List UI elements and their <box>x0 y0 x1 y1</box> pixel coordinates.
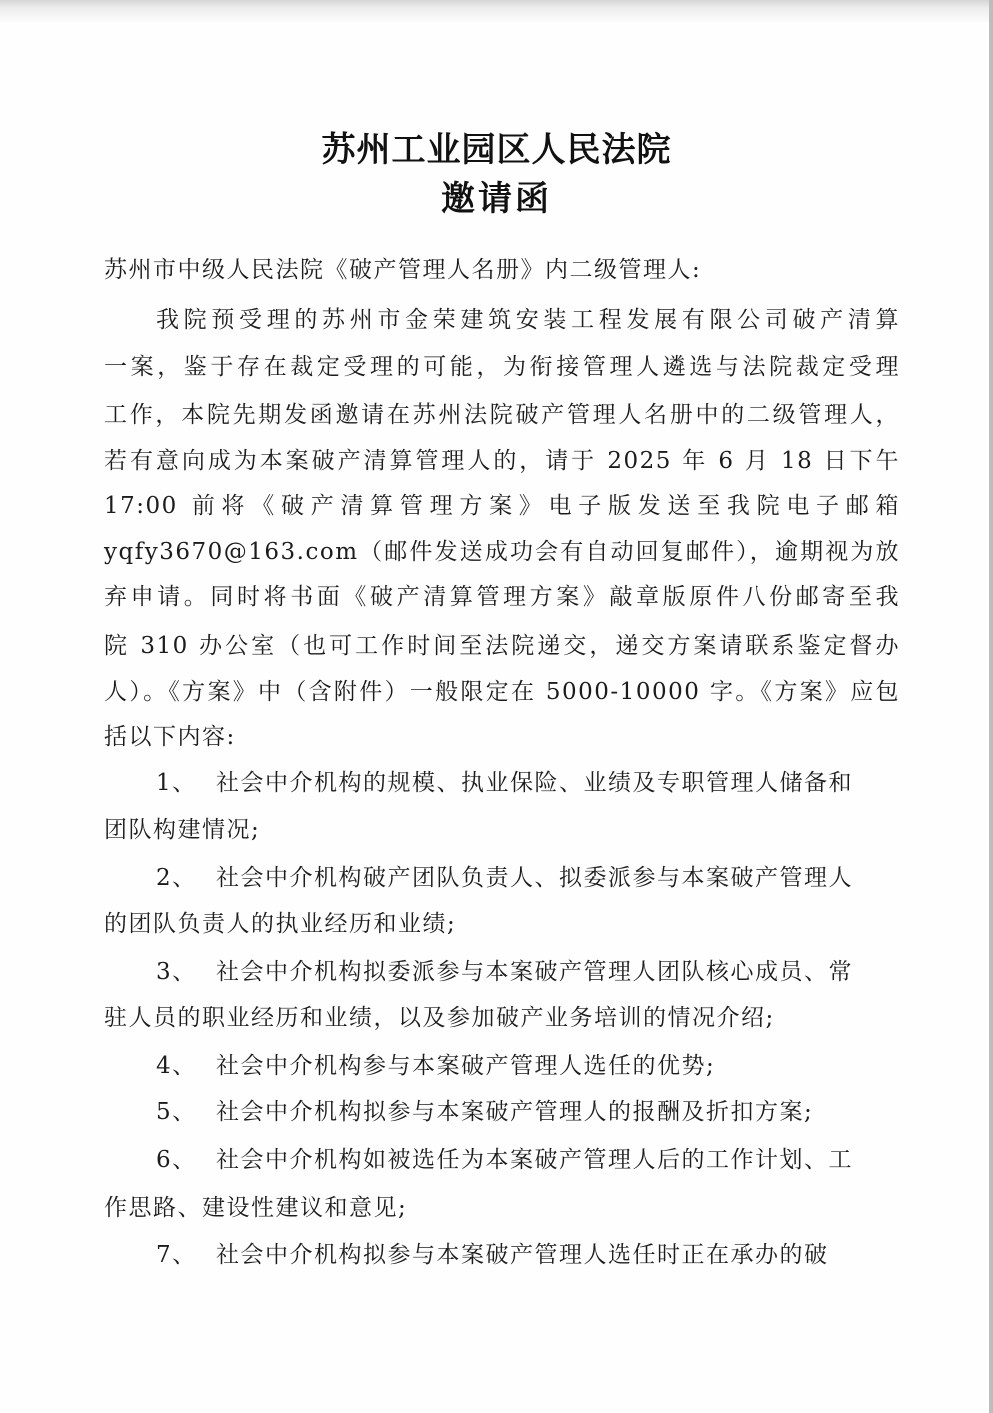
scan-shadow-top <box>0 0 993 22</box>
list-text: 社会中介机构参与本案破产管理人选任的优势; <box>216 1053 716 1079</box>
body-line: 院 310 办公室（也可工作时间至法院递交，递交方案请联系鉴定督办 <box>104 633 900 659</box>
body-line: 若有意向成为本案破产清算管理人的，请于 2025 年 6 月 18 日下午 <box>104 448 900 474</box>
list-item-3-cont: 驻人员的职业经历和业绩，以及参加破产业务培训的情况介绍; <box>104 1005 775 1031</box>
list-item-6 <box>156 1145 900 1175</box>
list-item-1 <box>156 768 900 798</box>
body-line: 弃申请。同时将书面《破产清算管理方案》敲章版原件八份邮寄至我 <box>104 584 900 610</box>
body-line: 17:00 前将《破产清算管理方案》电子版发送至我院电子邮箱 <box>104 493 900 519</box>
list-number: 3、 <box>156 959 197 985</box>
list-number: 5、 <box>156 1099 197 1125</box>
body-line: 人）。《方案》中（含附件）一般限定在 5000-10000 字。《方案》应包 <box>104 679 900 705</box>
list-text: 社会中介机构的规模、执业保险、业绩及专职管理人储备和 <box>216 770 853 796</box>
list-number: 7、 <box>156 1242 197 1268</box>
list-item-3 <box>156 957 900 987</box>
document-type-title: 邀请函 <box>441 179 552 219</box>
list-text: 社会中介机构拟参与本案破产管理人选任时正在承办的破 <box>216 1242 829 1268</box>
list-item-2-cont: 的团队负责人的执业经历和业绩; <box>104 911 457 937</box>
list-item-4 <box>156 1051 900 1081</box>
body-line-email: yqfy3670@163.com（邮件发送成功会有自动回复邮件），逾期视为放 <box>104 539 900 565</box>
body-line: 一案，鉴于存在裁定受理的可能，为衔接管理人遴选与法院裁定受理 <box>104 354 900 380</box>
list-item-1-cont: 团队构建情况; <box>104 817 261 843</box>
list-item-6-cont: 作思路、建设性建议和意见; <box>104 1195 408 1221</box>
list-text: 社会中介机构拟委派参与本案破产管理人团队核心成员、常 <box>216 959 853 985</box>
list-text: 社会中介机构如被选任为本案破产管理人后的工作计划、工 <box>216 1147 853 1173</box>
list-text: 社会中介机构拟参与本案破产管理人的报酬及折扣方案; <box>216 1099 814 1125</box>
court-name-title: 苏州工业园区人民法院 <box>321 130 672 170</box>
body-line: 括以下内容: <box>104 724 236 750</box>
body-line: 我院预受理的苏州市金荣建筑安装工程发展有限公司破产清算 <box>156 307 900 333</box>
list-item-5 <box>156 1097 900 1127</box>
addressee-line: 苏州市中级人民法院《破产管理人名册》内二级管理人: <box>104 257 702 283</box>
list-item-7 <box>156 1240 900 1270</box>
list-number: 2、 <box>156 865 197 891</box>
list-number: 1、 <box>156 770 197 796</box>
list-text: 社会中介机构破产团队负责人、拟委派参与本案破产管理人 <box>216 865 853 891</box>
list-item-2 <box>156 863 900 893</box>
list-number: 4、 <box>156 1053 197 1079</box>
list-number: 6、 <box>156 1147 197 1173</box>
body-line: 工作，本院先期发函邀请在苏州法院破产管理人名册中的二级管理人， <box>104 402 900 428</box>
